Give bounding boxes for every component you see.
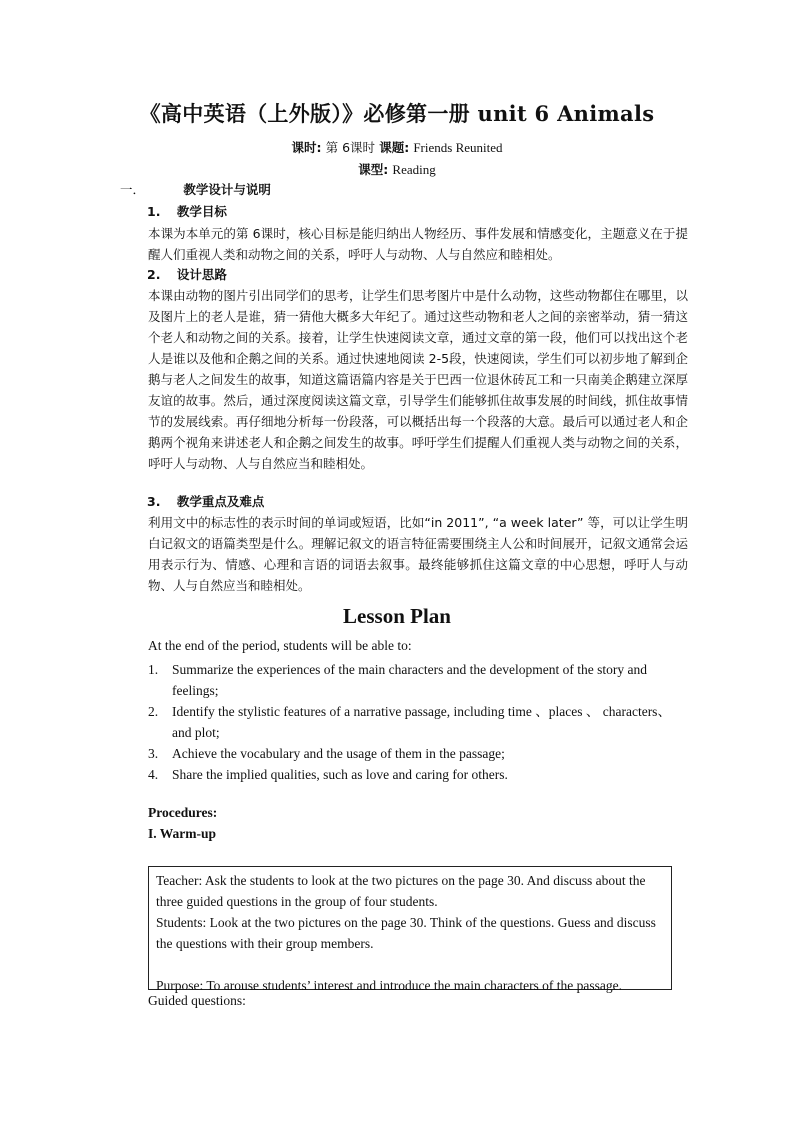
lesson-plan-title: Lesson Plan xyxy=(343,604,451,628)
warmup-box xyxy=(148,866,672,993)
topic-label: 课题: xyxy=(379,140,410,155)
design-paragraph: 本课由动物的图片引出同学们的思考，让学生们思考图片中是什么动物，这些动物都住在哪里，以及图片上的老人是谁，猜一猜他大概多大年纪了。通过这些动物和老人之间的亲密举动，猜一猜这个老人和动物之间的关系。接着，让学生快速阅读文章，通过文章的第一段，他们可以找出这个老人是谁以及他和企鹅之间的关系。通过快速地阅读 2-5段，快速阅读，学生们可以初步地了解到企鹅与老人之间发生的故事，知道这篇语篇内容是关于巴西一位退休砖瓦工和一只南美企鹅建立深厚友谊的故事。然后，通过深度阅读这篇文章，引导学生们能够抓住故事发展的时间线，抓住故事情节的发展线索。再仔细地分析每一份段落，可以概括出每一个段落的大意。最后可以通过老人和企鹅两个视角来讲述老人和企鹅之间发生的故事。呼吁学生们提醒人们重视人类与动物之间的关系，呼吁人与动物、人与自然应当和睦相处。 xyxy=(148,288,688,471)
item-number: 1. xyxy=(148,662,159,677)
section-title: 教学设计与说明 xyxy=(183,182,271,197)
item-text: Share the implied qualities, such as love and caring for others. xyxy=(172,767,508,782)
lesson-value: 第 6课时 xyxy=(325,140,376,155)
subsection-title: 教学重点及难点 xyxy=(176,494,265,509)
item-text: Achieve the vocabulary and the usage of them in the passage; xyxy=(172,746,505,761)
list-item xyxy=(148,659,688,701)
item-number: 2. xyxy=(148,704,159,719)
subsection-title: 教学目标 xyxy=(176,204,227,219)
subsection-number: 3. xyxy=(147,494,161,509)
goals-paragraph: 本课为本单元的第 6课时，核心目标是能归纳出人物经历、事件发展和情感变化，主题意义在于提醒人们重视人类和动物之间的关系，呼吁人与动物、人与自然应和睦相处。 xyxy=(148,226,688,262)
procedures-heading: Procedures: xyxy=(148,805,218,820)
subsection-number: 1. xyxy=(147,204,161,219)
item-text: Summarize the experiences of the main characters and the development of the story and feelings; xyxy=(172,662,647,698)
topic-value: Friends Reunited xyxy=(413,140,503,155)
subsection-heading-key-points xyxy=(147,492,264,510)
lesson-label: 课时: xyxy=(291,140,322,155)
subsection-number: 2. xyxy=(147,267,161,282)
subsection-heading-design xyxy=(147,265,227,283)
list-item xyxy=(148,764,688,785)
objectives-list xyxy=(148,659,688,785)
document-title: 《高中英语（上外版）》必修第一册 unit 6 Animals xyxy=(139,101,655,126)
list-item xyxy=(148,701,688,743)
section-heading xyxy=(120,180,271,198)
subsection-title: 设计思路 xyxy=(176,267,227,282)
warmup-heading: I. Warm-up xyxy=(148,826,217,841)
type-value: Reading xyxy=(392,162,436,177)
spacer xyxy=(156,954,664,975)
list-item xyxy=(148,743,688,764)
teacher-instruction: Teacher: Ask the students to look at the two pictures on the page 30. And discuss about the three guided questions in the group of four students. xyxy=(156,873,646,909)
subsection-heading-goals xyxy=(147,202,227,220)
guided-questions-label: Guided questions: xyxy=(148,993,246,1008)
item-text: Identify the stylistic features of a narrative passage, including time 、places 、 characters、and plot; xyxy=(172,704,671,740)
purpose-text: Purpose: To arouse students’ interest and introduce the main characters of the passage. xyxy=(156,978,623,993)
item-number: 4. xyxy=(148,767,159,782)
students-instruction: Students: Look at the two pictures on the page 30. Think of the questions. Guess and discuss the questions with their group members. xyxy=(156,915,656,951)
lesson-info-line xyxy=(0,138,794,156)
type-label: 课型: xyxy=(358,162,389,177)
objectives-intro: At the end of the period, students will be able to: xyxy=(148,638,412,653)
section-number: 一． xyxy=(120,182,146,197)
key-points-paragraph: 利用文中的标志性的表示时间的单词或短语，比如“in 2011”, “a week later” 等，可以让学生明白记叙文的语篇类型是什么。理解记叙文的语言特征需要围绕主人公和时间展开，记叙文通常会运用表示行为、情感、心理和言语的词语去叙事。最终能够抓住这篇文章的中心思想，呼吁人与动物、人与自然应当和睦相处。 xyxy=(148,515,688,593)
lesson-type-line xyxy=(0,160,794,178)
item-number: 3. xyxy=(148,746,159,761)
